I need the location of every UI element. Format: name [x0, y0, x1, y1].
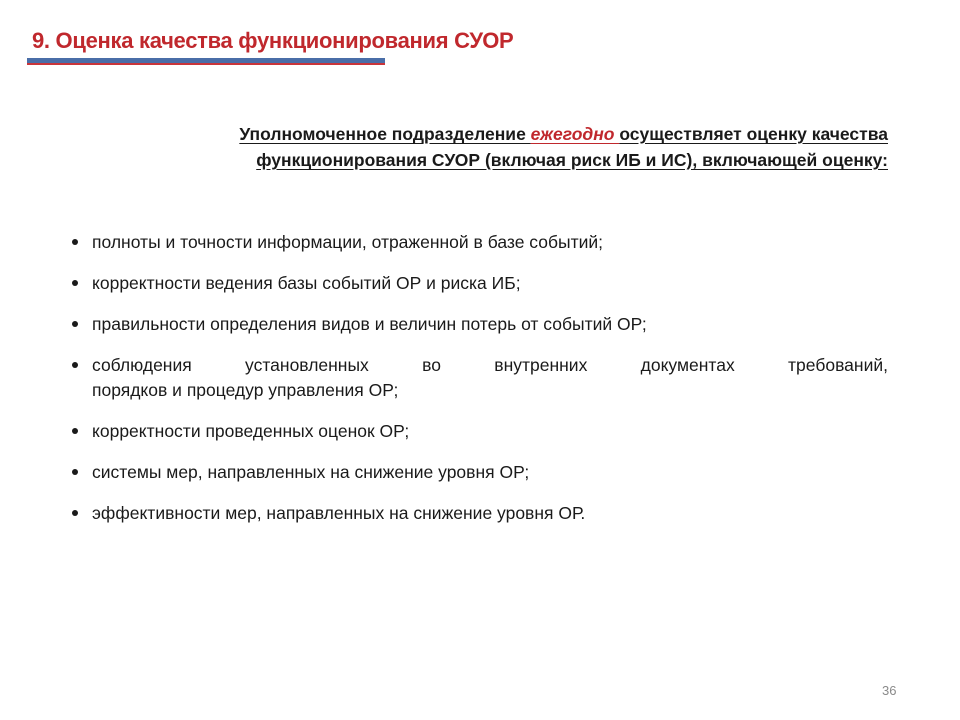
bullet-dot-icon — [72, 280, 78, 286]
intro-text-part1: Уполномоченное подразделение — [239, 124, 531, 144]
intro-highlight: ежегодно — [530, 124, 620, 144]
slide-title: 9. Оценка качества функционирования СУОР — [32, 28, 514, 53]
list-item — [70, 419, 888, 444]
bullet-dot-icon — [72, 510, 78, 516]
bullet-text: полноты и точности информации, отраженной в базе событий; — [92, 232, 604, 252]
bullet-text: эффективности мер, направленных на снижение уровня ОР. — [92, 503, 586, 523]
list-item — [70, 230, 888, 255]
bullet-dot-icon — [72, 321, 78, 327]
bullet-text: правильности определения видов и величин потерь от событий ОР; — [92, 314, 647, 334]
bullet-text: корректности ведения базы событий ОР и риска ИБ; — [92, 273, 521, 293]
intro-text-part2: осуществляет оценку качества — [619, 124, 888, 144]
bullet-dot-icon — [72, 428, 78, 434]
list-item — [70, 353, 888, 403]
list-item — [70, 312, 888, 337]
bullet-text — [92, 353, 888, 400]
bullet-dot-icon — [72, 469, 78, 475]
bullet-dot-icon — [72, 239, 78, 245]
title-underline — [27, 58, 385, 65]
list-item — [70, 501, 888, 526]
list-item — [70, 271, 888, 296]
intro-text-line2: функционирования СУОР (включая риск ИБ и ИС), включающей оценку: — [256, 150, 888, 170]
bullet-text: системы мер, направленных на снижение уровня ОР; — [92, 462, 530, 482]
bullet-text: корректности проведенных оценок ОР; — [92, 421, 410, 441]
bullet-list — [70, 230, 888, 542]
list-item — [70, 460, 888, 485]
intro-paragraph — [104, 121, 888, 173]
page-number: 36 — [882, 683, 897, 698]
bullet-text-line1: соблюдения установленных во внутренних документах требований, — [92, 355, 888, 375]
bullet-text-line2: порядков и процедур управления ОР; — [92, 380, 399, 400]
bullet-dot-icon — [72, 362, 78, 368]
